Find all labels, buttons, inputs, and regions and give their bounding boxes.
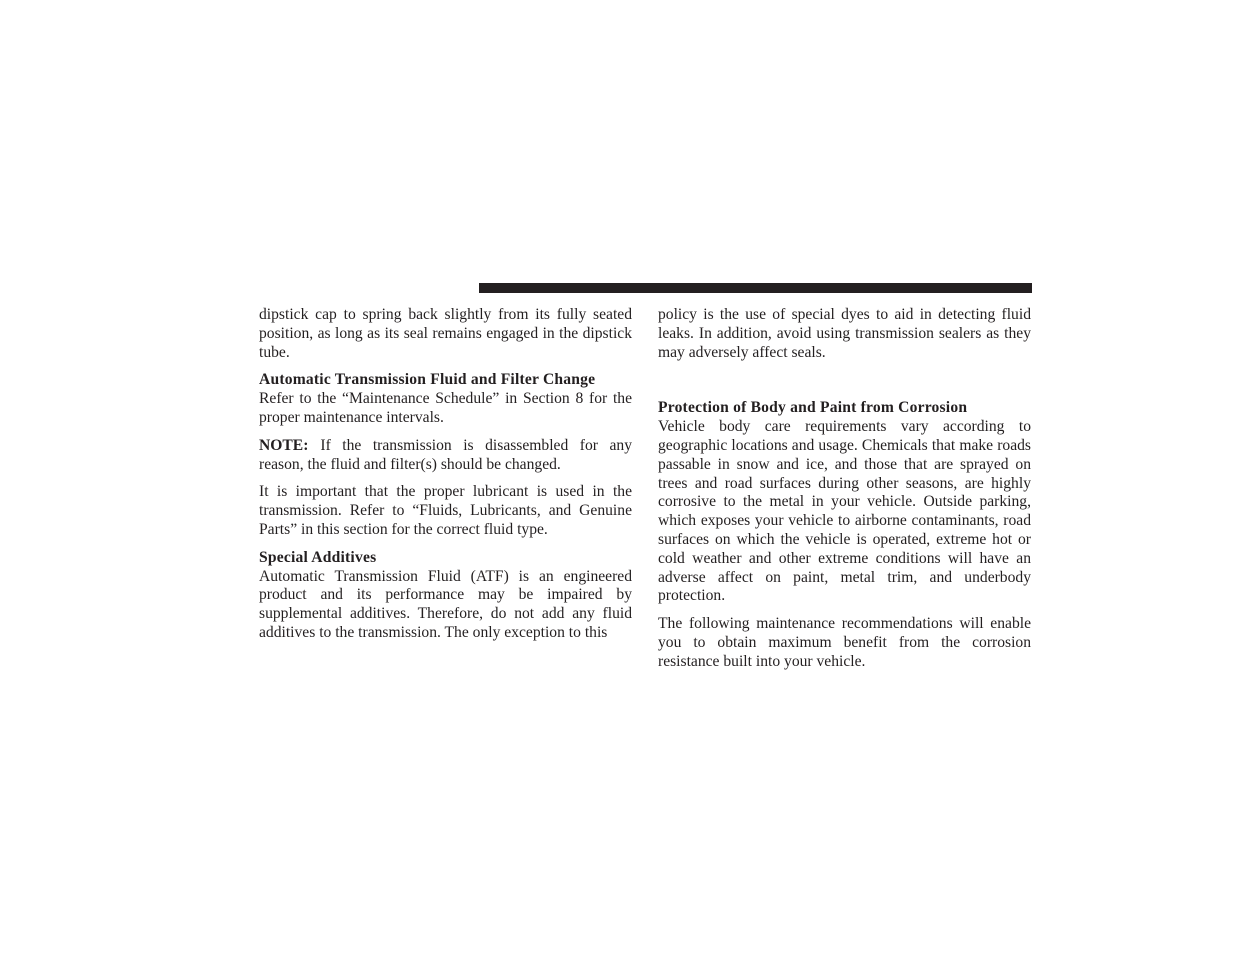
heading-corrosion-protection: Protection of Body and Paint from Corrosion (658, 399, 968, 417)
spacer (658, 371, 1031, 399)
heading-special-additives: Special Additives (259, 548, 377, 566)
note-label: NOTE: (259, 436, 309, 454)
paragraph-atf: Automatic Transmission Fluid (ATF) is an engineered product and its performance may be impaired by supplemental additives. Therefore, do not add any fluid additives to the transmission. The only exception to this (259, 567, 632, 641)
section-corrosion-protection (658, 399, 1031, 606)
left-column (259, 306, 632, 652)
paragraph-dipstick: dipstick cap to spring back slightly from its fully seated position, as long as its seal remains engaged in the dipstick tube. (259, 306, 632, 361)
section-special-additives (259, 549, 632, 643)
paragraph-body-care: Vehicle body care requirements vary according to geographic locations and usage. Chemicals that make roads passable in snow and ice, and those that are sprayed on trees and road surfaces during other seasons, are highly corrosive to the metal in your vehicle. Outside parking, which exposes your vehicle to airborne contaminants, road surfaces on which the vehicle is operated, extreme hot or cold weather and other extreme conditions will have an adverse affect on paint, metal trim, and underbody protection. (658, 418, 1031, 605)
section-fluid-filter-change (259, 371, 632, 427)
heading-fluid-filter-change: Automatic Transmission Fluid and Filter Change (259, 371, 596, 389)
paragraph-special-dyes: policy is the use of special dyes to aid in detecting fluid leaks. In addition, avoid using transmission sealers as they may adversely affect seals. (658, 306, 1031, 361)
paragraph-maintenance-recommendations: The following maintenance recommendations will enable you to obtain maximum benefit from the corrosion resistance built into your vehicle. (658, 615, 1031, 670)
section-rule (479, 283, 1032, 293)
right-column (658, 306, 1031, 681)
paragraph-maintenance-schedule: Refer to the “Maintenance Schedule” in Section 8 for the proper maintenance intervals. (259, 390, 632, 426)
note-text: If the transmission is disassembled for any reason, the fluid and filter(s) should be changed. (259, 436, 632, 473)
paragraph-proper-lubricant: It is important that the proper lubricant is used in the transmission. Refer to “Fluids, Lubricants, and Genuine Parts” in this section for the correct fluid type. (259, 483, 632, 538)
note-block (259, 437, 632, 475)
